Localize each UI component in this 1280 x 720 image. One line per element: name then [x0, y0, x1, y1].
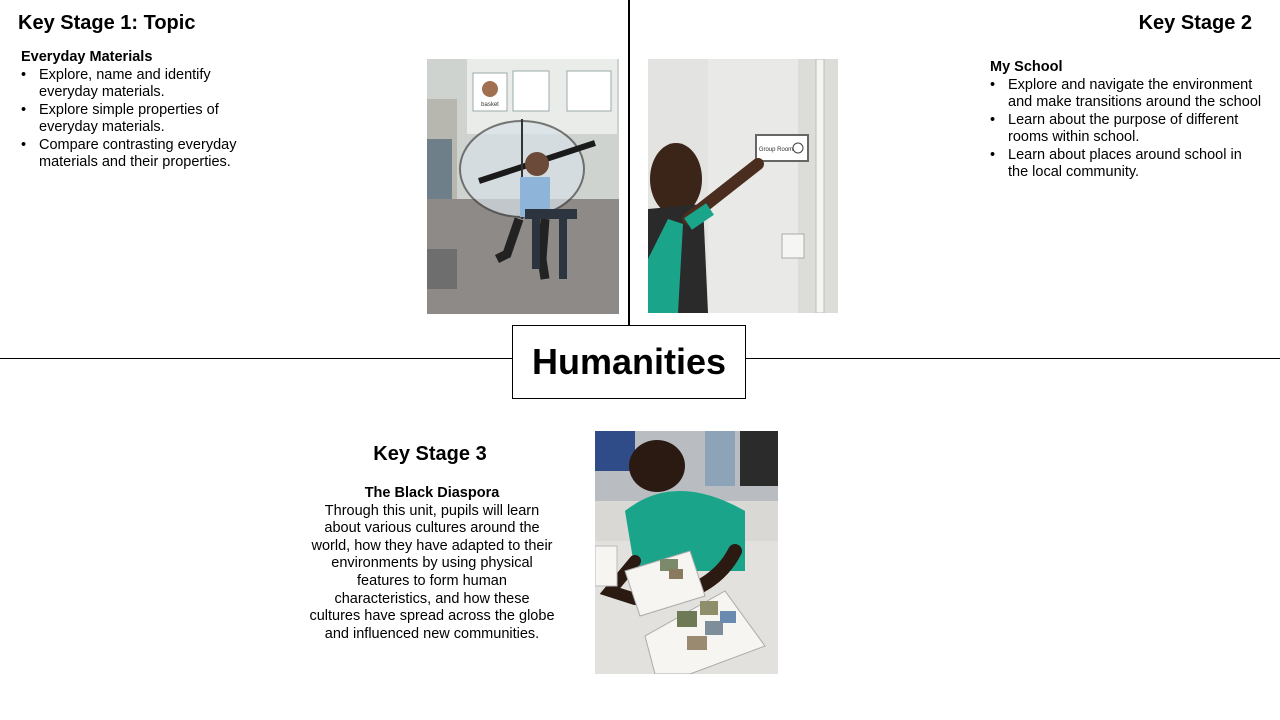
ks2-heading: Key Stage 2 [1138, 12, 1252, 34]
ks1-subtitle: Everyday Materials [21, 49, 153, 65]
ks2-subtitle: My School [990, 59, 1063, 75]
ks1-heading: Key Stage 1: Topic [18, 12, 196, 34]
ks1-bullet: • Explore, name and identify everyday materials. [21, 67, 256, 102]
ks2-content [990, 59, 1262, 182]
ks3-subtitle: The Black Diaspora [364, 485, 500, 501]
vertical-divider [628, 0, 630, 325]
horizontal-divider-right [746, 358, 1280, 359]
ks2-bullet: • Explore and navigate the environment and make transitions around the school [990, 77, 1262, 112]
ks2-bullet: • Learn about the purpose of different rooms within school. [990, 112, 1262, 147]
ks1-bullet: • Compare contrasting everyday materials and their properties. [21, 137, 256, 172]
umbrella-photo [427, 59, 619, 314]
ks3-content [308, 485, 556, 643]
humanities-title: Humanities [512, 325, 746, 399]
horizontal-divider-left [0, 358, 513, 359]
ks3-body: Through this unit, pupils will learn about various cultures around the world, how they have adapted to their environments by using physical features to form human characteristics, and how these cultures have spread across the globe and influenced new communities. [309, 502, 555, 642]
ks1-content [21, 49, 256, 172]
ks3-heading: Key Stage 3 [373, 443, 487, 465]
door-sign-label: Group Room [758, 147, 794, 153]
worksheet-photo [595, 431, 778, 674]
ks1-bullet-list [21, 67, 256, 172]
door-sign-photo [648, 59, 838, 313]
ks2-bullet-list [990, 77, 1262, 182]
ks1-bullet: • Explore simple properties of everyday materials. [21, 102, 256, 137]
ks2-bullet: • Learn about places around school in the local community. [990, 147, 1262, 182]
basket-card-label: basket [481, 102, 499, 108]
